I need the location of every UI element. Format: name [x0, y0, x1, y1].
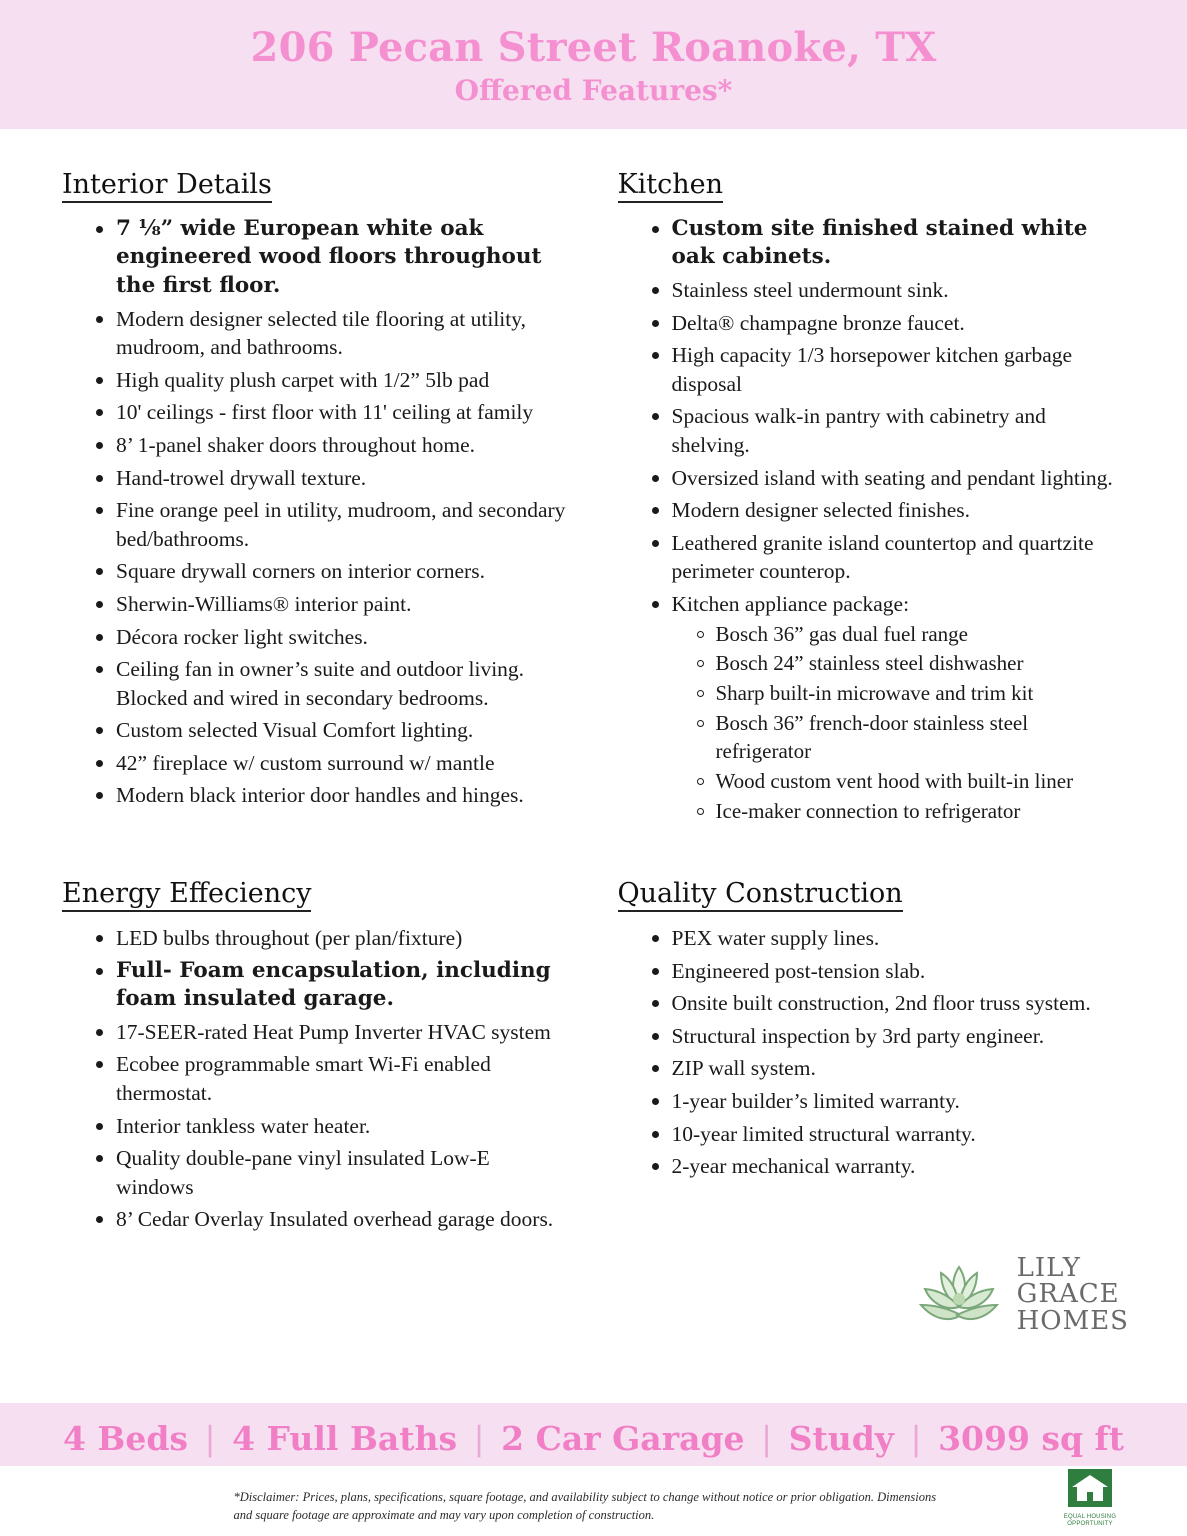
column-interior	[62, 169, 570, 830]
list-item	[650, 529, 1126, 586]
list-item	[94, 1144, 570, 1201]
list-item-text: LED bulbs throughout (per plan/fixture)	[116, 925, 463, 950]
list-item-text: High quality plush carpet with 1/2” 5lb pad	[116, 367, 490, 392]
list-item	[94, 496, 570, 553]
list-item-text: Delta® champagne bronze faucet.	[671, 310, 965, 335]
list-item	[94, 1018, 570, 1047]
list-item	[94, 215, 570, 301]
energy-list	[62, 924, 570, 1234]
section-title-kitchen: Kitchen	[618, 169, 724, 203]
list-item	[94, 749, 570, 778]
list-item-text: PEX water supply lines.	[671, 925, 880, 950]
section-title-interior: Interior Details	[62, 169, 272, 203]
stat-separator: |	[899, 1418, 933, 1458]
list-item	[650, 1152, 1126, 1181]
list-item-text: 8’ 1-panel shaker doors throughout home.	[116, 432, 476, 457]
features-content	[0, 129, 1187, 1403]
list-item-text: Leathered granite island countertop and quartzite perimeter counterop.	[671, 530, 1094, 584]
list-item	[94, 781, 570, 810]
eho-label: EQUAL HOUSING OPPORTUNITY	[1063, 1514, 1117, 1528]
list-item	[650, 924, 1126, 953]
list-item	[650, 957, 1126, 986]
list-item-text: Quality double-pane vinyl insulated Low-E windows	[116, 1146, 490, 1199]
list-item	[94, 464, 570, 493]
sub-list-item: Wood custom vent hood with built-in liner	[694, 768, 1126, 796]
list-item-text: Interior tankless water heater.	[116, 1113, 371, 1138]
sub-list-item: Sharp built-in microwave and trim kit	[694, 680, 1126, 708]
sub-list-item: Ice-maker connection to refrigerator	[694, 798, 1126, 826]
list-item	[650, 464, 1126, 493]
list-item-text: 8’ Cedar Overlay Insulated overhead garage doors.	[116, 1207, 554, 1232]
list-item-text: Custom site finished stained white oak cabinets.	[671, 215, 1088, 270]
list-item-text: Ceiling fan in owner’s suite and outdoor living. Blocked and wired in secondary bedrooms.	[116, 657, 525, 710]
stat-separator: |	[750, 1418, 783, 1458]
sub-list-item: Bosch 36” french-door stainless steel refrigerator	[694, 710, 1126, 766]
list-item-text: 1-year builder’s limited warranty.	[671, 1088, 960, 1113]
list-item	[650, 276, 1126, 305]
list-item	[94, 366, 570, 395]
list-item-text: Modern designer selected finishes.	[671, 498, 971, 523]
stat-separator: |	[463, 1418, 496, 1458]
column-energy	[62, 878, 570, 1238]
list-item-text: High capacity 1/3 horsepower kitchen garbage disposal	[671, 343, 1073, 396]
disclaimer-band	[0, 1466, 1187, 1536]
list-item-text: Sherwin-Williams® interior paint.	[116, 591, 412, 616]
list-item	[650, 402, 1126, 459]
list-item-text: 2-year mechanical warranty.	[671, 1154, 916, 1179]
list-item	[94, 1205, 570, 1234]
list-item	[650, 309, 1126, 338]
list-item	[94, 716, 570, 745]
list-item	[650, 1022, 1126, 1051]
upper-columns	[62, 169, 1125, 830]
company-logo	[911, 1249, 1129, 1340]
house-icon	[1067, 1468, 1113, 1508]
list-item-text: Oversized island with seating and pendant lighting.	[671, 465, 1113, 490]
list-item-text: Custom selected Visual Comfort lighting.	[116, 718, 474, 743]
stat-separator: |	[193, 1418, 227, 1458]
logo-line-1: LILY	[1016, 1252, 1081, 1283]
page-subtitle: Offered Features*	[454, 74, 733, 107]
list-item	[650, 1087, 1126, 1116]
list-item-text: Spacious walk-in pantry with cabinetry and shelving.	[671, 404, 1046, 457]
list-item	[94, 623, 570, 652]
section-interior-details	[62, 169, 570, 810]
sub-list-item: Bosch 36” gas dual fuel range	[694, 621, 1126, 649]
list-item-text: Modern designer selected tile flooring at utility, mudroom, and bathrooms.	[116, 306, 526, 360]
list-item	[650, 1054, 1126, 1083]
list-item	[94, 305, 570, 362]
list-item-text: 10-year limited structural warranty.	[671, 1121, 976, 1146]
list-item-text: Stainless steel undermount sink.	[671, 277, 949, 302]
list-item-text: Engineered post-tension slab.	[671, 958, 926, 983]
list-item	[650, 1120, 1126, 1149]
list-item-text: ZIP wall system.	[671, 1056, 816, 1081]
list-item	[650, 215, 1126, 272]
list-item-text: Onsite built construction, 2nd floor truss system.	[671, 991, 1091, 1016]
section-energy-efficiency	[62, 878, 570, 1234]
list-item	[94, 924, 570, 953]
page-footer	[0, 1403, 1187, 1466]
list-item	[650, 590, 1126, 826]
sub-list-item: Bosch 24” stainless steel dishwasher	[694, 650, 1126, 678]
section-quality-construction	[618, 878, 1126, 1181]
list-item-text: Hand-trowel drywall texture.	[116, 465, 367, 490]
list-item-text: Décora rocker light switches.	[116, 624, 368, 649]
logo-line-2: GRACE	[1016, 1279, 1120, 1310]
list-item-text: 10' ceilings - first floor with 11' ceiling at family	[116, 400, 534, 425]
page-title: 206 Pecan Street Roanoke, TX	[250, 24, 937, 71]
list-item	[94, 590, 570, 619]
list-item	[94, 398, 570, 427]
list-item	[94, 557, 570, 586]
quality-list	[618, 924, 1126, 1181]
list-item-text: Ecobee programmable smart Wi-Fi enabled thermostat.	[116, 1052, 491, 1105]
lower-columns	[62, 878, 1125, 1238]
footer-stat: 3099 sq ft	[938, 1418, 1124, 1458]
interior-list	[62, 215, 570, 810]
list-item-text: Structural inspection by 3rd party engineer.	[671, 1023, 1045, 1048]
footer-stat: Study	[788, 1418, 894, 1458]
column-quality	[618, 878, 1126, 1238]
list-item	[94, 1112, 570, 1141]
list-item-text: Kitchen appliance package:	[671, 591, 910, 616]
footer-stat: 2 Car Garage	[501, 1418, 745, 1458]
list-item	[650, 496, 1126, 525]
list-item	[94, 655, 570, 712]
list-item	[94, 431, 570, 460]
footer-stats	[0, 1419, 1187, 1458]
list-item	[650, 989, 1126, 1018]
section-title-energy: Energy Effeciency	[62, 878, 311, 912]
footer-stat: 4 Full Baths	[232, 1418, 458, 1458]
lotus-flower-icon	[911, 1249, 1007, 1340]
list-item	[94, 1050, 570, 1107]
list-item-text: 7 ⅛” wide European white oak engineered wood floors throughout the first floor.	[116, 215, 542, 298]
list-item-text: 42” fireplace w/ custom surround w/ mantle	[116, 750, 495, 775]
list-item-text: Modern black interior door handles and hinges.	[116, 783, 524, 808]
kitchen-list	[618, 215, 1126, 826]
list-item-text: Square drywall corners on interior corners.	[116, 559, 485, 584]
list-item-text: Full- Foam encapsulation, including foam insulated garage.	[116, 957, 551, 1012]
list-item	[94, 957, 570, 1014]
sub-list	[672, 621, 1126, 826]
list-item-text: 17-SEER-rated Heat Pump Inverter HVAC system	[116, 1019, 551, 1044]
equal-housing-opportunity-logo	[1059, 1468, 1121, 1528]
section-title-quality: Quality Construction	[618, 878, 903, 912]
logo-line-3: HOMES	[1016, 1305, 1129, 1336]
logo-wordmark	[1016, 1252, 1129, 1336]
section-kitchen	[618, 169, 1126, 826]
page-header	[0, 0, 1187, 129]
list-item	[650, 341, 1126, 398]
disclaimer-text: *Disclaimer: Prices, plans, specifications, square footage, and availability subject to change without notice or prior obligation. Dimensions and square footage are approximate and may vary upon completion of construction.	[234, 1488, 954, 1524]
list-item-text: Fine orange peel in utility, mudroom, and secondary bed/bathrooms.	[116, 498, 566, 551]
footer-stat: 4 Beds	[62, 1418, 188, 1458]
column-kitchen	[618, 169, 1126, 830]
